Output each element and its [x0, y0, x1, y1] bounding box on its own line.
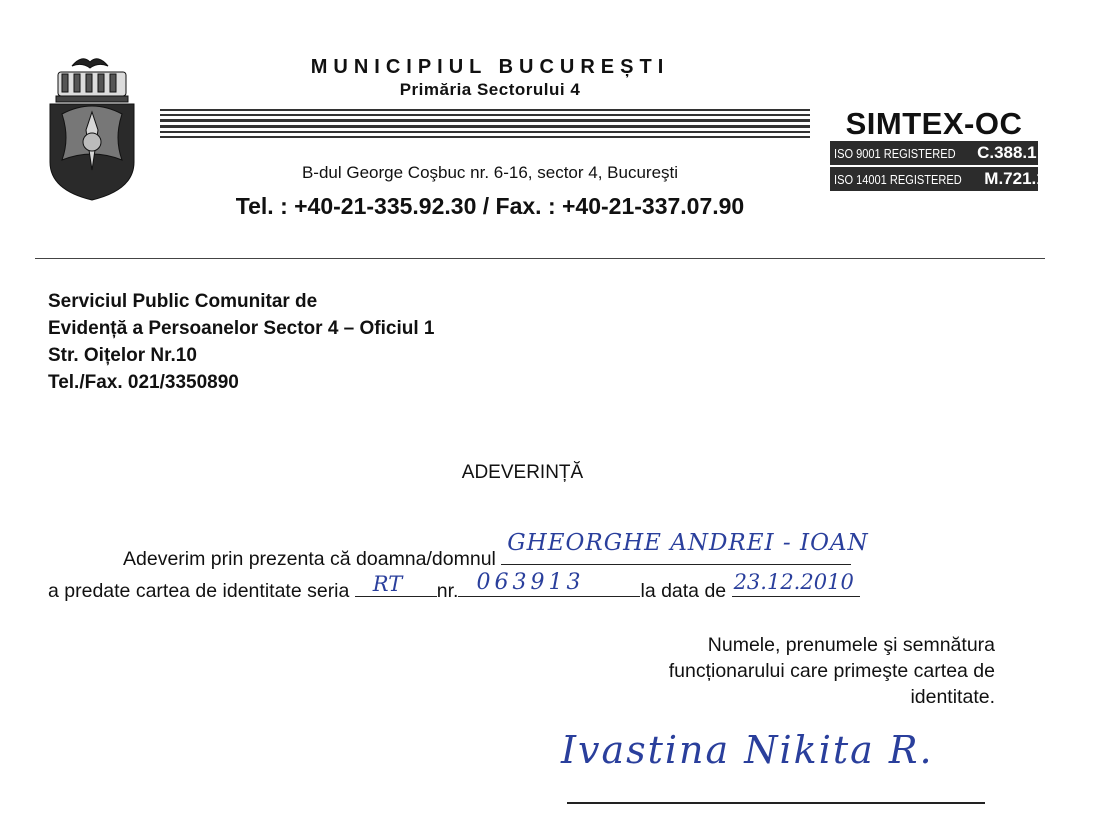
issuer-line: Tel./Fax. 021/3350890	[48, 372, 239, 393]
signature-handwritten: Ivastina Nikita R.	[561, 728, 934, 772]
handed-text: a predate cartea de identitate seria	[48, 580, 350, 602]
certification-row	[830, 141, 1038, 165]
signature-caption-line: identitate.	[910, 686, 995, 708]
issuer-line: Evidență a Persoanelor Sector 4 – Oficiul 1	[48, 318, 435, 339]
signature-caption	[535, 632, 995, 710]
date-handwritten: 23.12.2010	[733, 570, 854, 594]
name-handwritten: GHEORGHE ANDREI - IOAN	[507, 530, 869, 556]
signature-caption-line: funcționarului care primeşte cartea de	[668, 660, 995, 682]
name-field	[501, 530, 869, 565]
header-address: B-dul George Coşbuc nr. 6-16, sector 4, Bucureşti	[301, 163, 679, 182]
certification-brand: SIMTEX-OC	[845, 106, 1023, 141]
number-handwritten: 063913	[476, 570, 585, 595]
intro-text: Adeverim prin prezenta că doamna/domnul	[123, 548, 496, 570]
issuer-block	[48, 288, 435, 396]
document-title: ADEVERINȚĂ	[461, 462, 584, 483]
certificate-sentence-2	[48, 570, 860, 603]
certification-code: C.388.1	[977, 143, 1037, 162]
issuer-line: Serviciul Public Comunitar de	[48, 291, 318, 312]
date-field	[732, 570, 860, 597]
signature-line	[567, 802, 985, 804]
header-phone-fax: Tel. : +40-21-335.92.30 / Fax. : +40-21-337.07.90	[235, 193, 745, 219]
certificate-sentence-1	[123, 530, 869, 571]
issuer-line: Str. Oițelor Nr.10	[48, 345, 197, 366]
header-divider-lines	[160, 109, 810, 139]
number-field	[458, 570, 640, 597]
city-hall-subtitle: Primăria Sectorului 4	[399, 80, 581, 99]
certification-row	[830, 167, 1046, 191]
nr-label: nr.	[436, 580, 459, 602]
signature-caption-line: Numele, prenumele şi semnătura	[707, 634, 995, 656]
header-separator	[35, 258, 1045, 259]
municipality-title: MUNICIPIUL BUCUREȘTI	[310, 56, 670, 78]
series-field	[355, 572, 437, 597]
certification-code: M.721.1	[984, 169, 1046, 188]
series-handwritten: RT	[372, 572, 403, 596]
date-label: la data de	[640, 580, 727, 602]
bucharest-coat-of-arms-icon	[42, 52, 142, 202]
certification-label: ISO 14001 REGISTERED	[834, 171, 962, 187]
handwritten-signature	[555, 722, 995, 806]
iso-certification-logo	[830, 106, 1046, 191]
certification-label: ISO 9001 REGISTERED	[834, 145, 956, 161]
